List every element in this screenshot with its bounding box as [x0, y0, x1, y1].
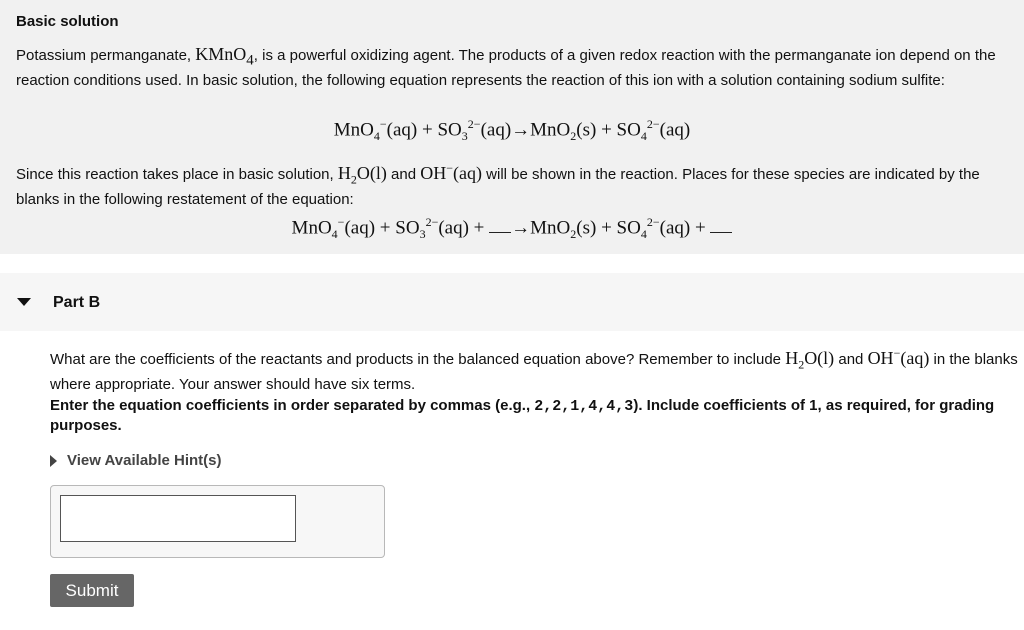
blank-reactant — [489, 232, 511, 233]
instruction-text: Enter the equation coefficients in order separated by commas (e.g., 2,2,1,4,4,3). Include coefficients of 1, as required, for grading purposes. — [50, 397, 995, 434]
basic-solution-paragraph: Since this reaction takes place in basic solution, $H_2O(l)$ and OH−(aq) will be shown in the reaction. Places for these species are indicated by the blanks in the following restatement of the equation: — [16, 161, 980, 208]
submit-button[interactable]: Submit — [50, 574, 134, 607]
question-text: What are the coefficients of the reactants and products in the balanced equation above? Remember to include $H_2O(l)$ and OH−(aq) in the blanks where appropriate. Your answer should have six terms. — [50, 346, 1018, 393]
view-hints-link[interactable] — [50, 452, 222, 469]
hint-label: View Available Hint(s) — [67, 452, 222, 469]
coefficients-input[interactable] — [60, 495, 296, 542]
intro-panel — [0, 0, 1024, 254]
expand-caret-icon — [50, 455, 57, 467]
part-b-header[interactable] — [0, 273, 1024, 331]
intro-paragraph: Potassium permanganate, KMnO$_4$, is a powerful oxidizing agent. The products of a given redox reaction with the permanganate ion depend on the reaction conditions used. In basic solution, the following equation represents the reaction of this ion with a solution containing sodium sulfite: — [16, 44, 996, 89]
part-title[interactable]: Part B — [53, 294, 101, 311]
section-heading: Basic solution — [16, 13, 119, 30]
collapse-caret-icon[interactable] — [17, 298, 31, 306]
equation-unbalanced: $MnO_4^-(aq) + SO_3^{2-}(aq)\to MnO_2(s) + SO_4^{2-}(aq)$ — [333, 117, 691, 144]
equation-with-blanks: $MnO_4^-(aq) + SO_3^{2-}(aq) + \to MnO_2(s) + SO_4^{2-}(aq)$ + — [0, 215, 1024, 242]
blank-product — [710, 232, 732, 233]
